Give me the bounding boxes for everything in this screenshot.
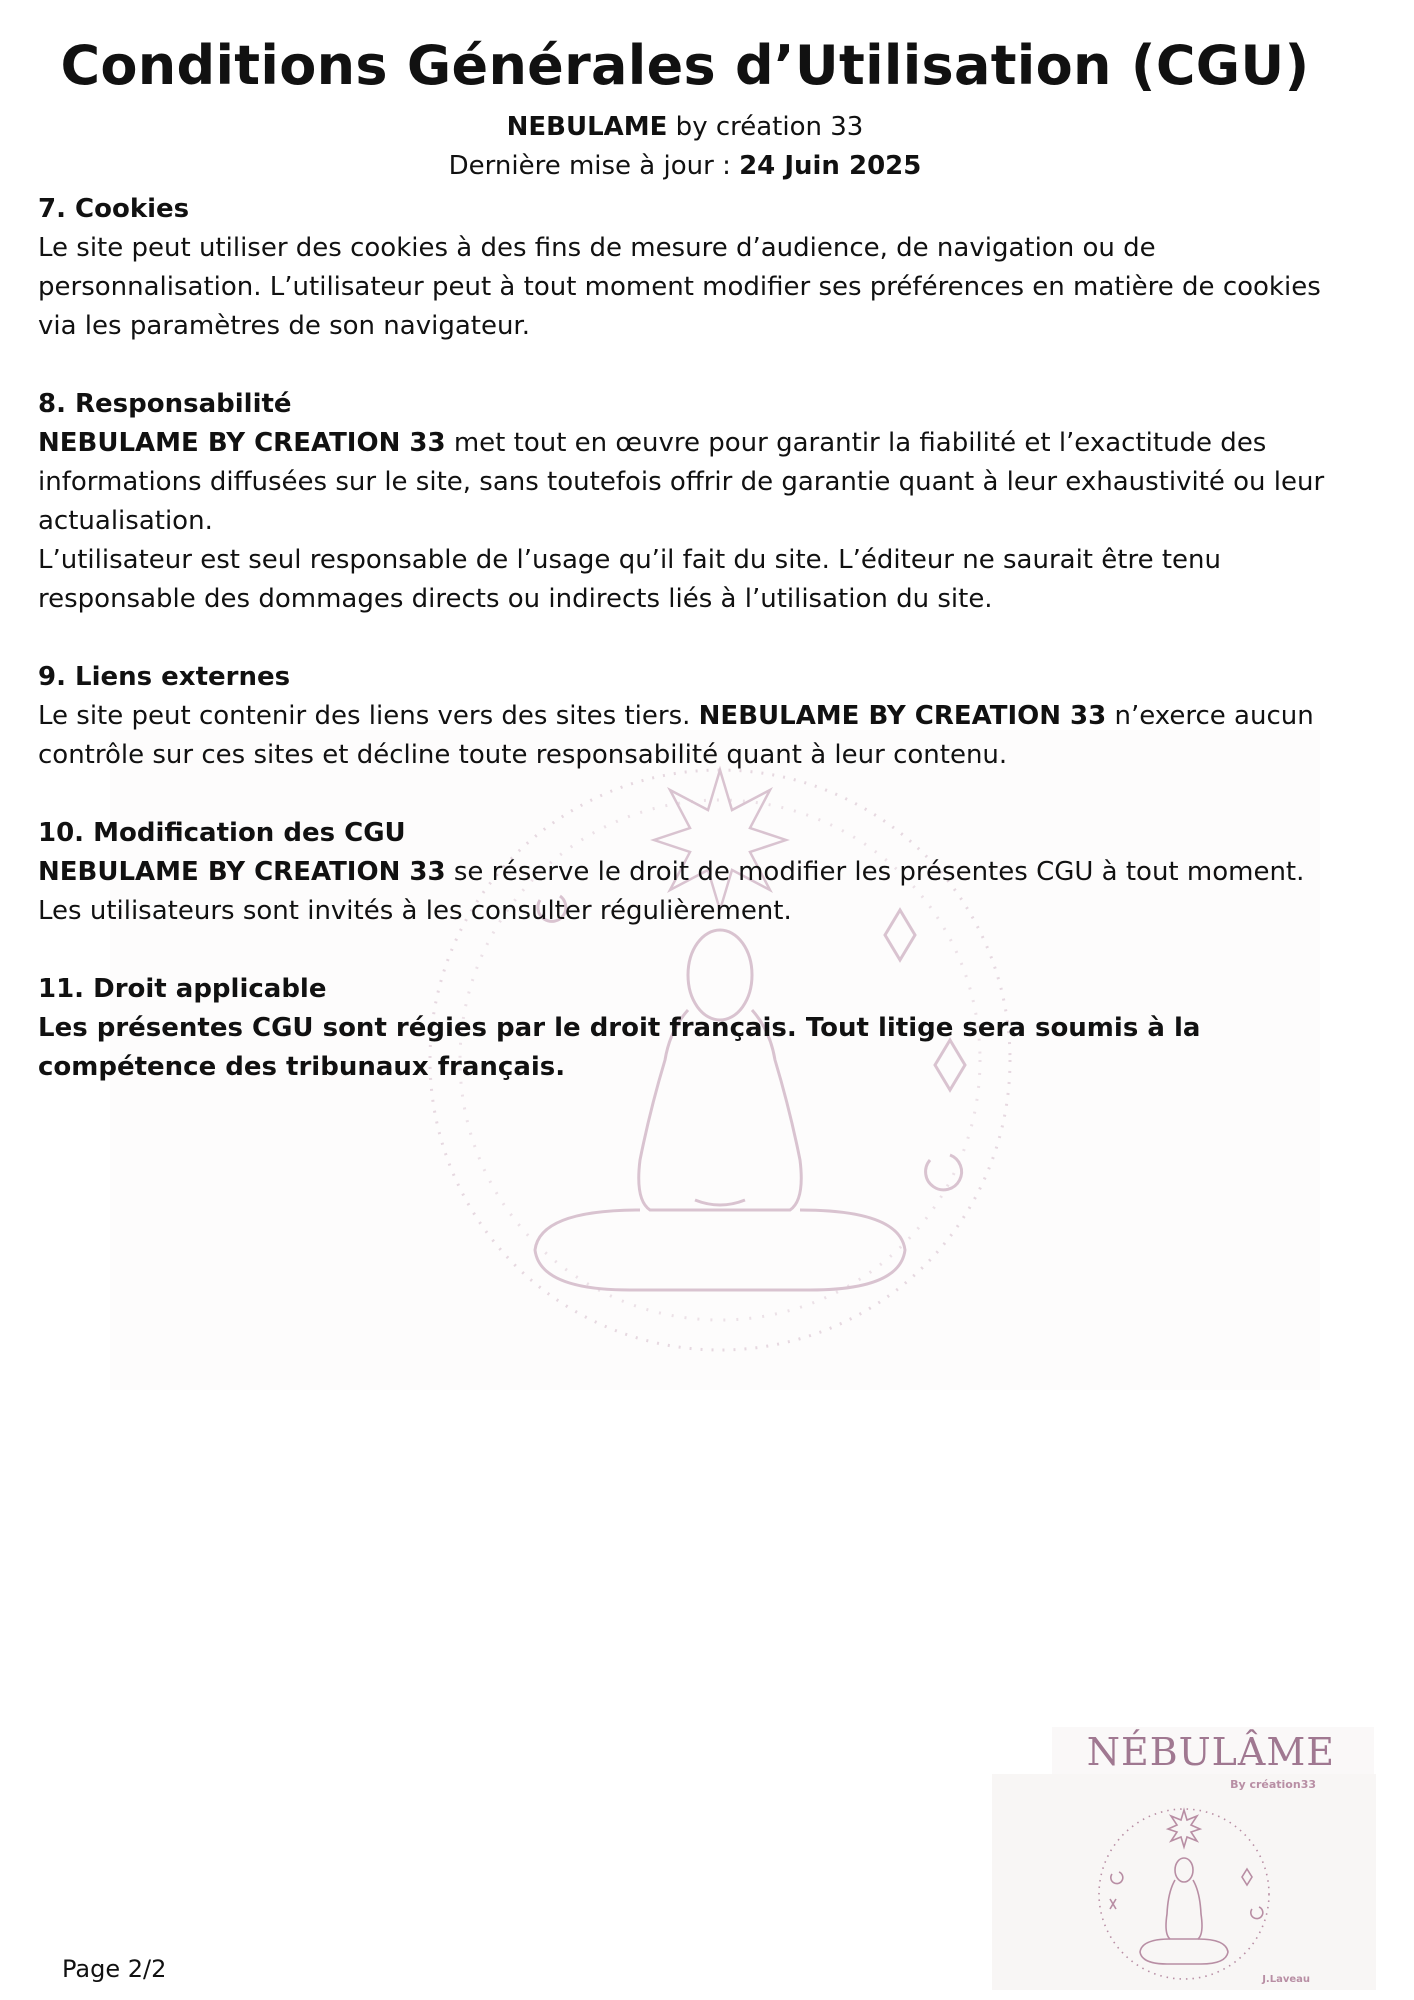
section-text-2: Les utilisateurs sont invités à les consulter régulièrement.: [38, 896, 792, 926]
section-responsabilite: [38, 385, 1338, 619]
section-text: [38, 424, 1338, 541]
section-text: Les présentes CGU sont régies par le droit français. Tout litige sera soumis à la compétence des tribunaux français.: [38, 1013, 1201, 1082]
logo-name: NÉBULÂME: [1086, 1730, 1335, 1774]
logo-subtitle: By création33: [1230, 1778, 1316, 1791]
section-heading: 9. Liens externes: [38, 662, 291, 692]
section-text-part: se réserve le droit de modifier les présentes CGU à tout moment.: [445, 857, 1305, 887]
brand-name: NEBULAME: [506, 112, 668, 142]
updated-label: Dernière mise à jour :: [448, 151, 740, 181]
section-cookies: [38, 190, 1338, 346]
company-name: NEBULAME BY CREATION 33: [38, 428, 446, 458]
updated-date: 24 Juin 2025: [739, 151, 922, 181]
section-text-part: met tout en œuvre pour garantir la fiabilité et l’exactitude des informations diffusées sur le site, sans toutefois offrir de garantie quant à leur exhaustivité ou leur actualisation.: [38, 428, 1325, 536]
section-text: [38, 697, 1338, 775]
section-heading: 7. Cookies: [38, 194, 190, 224]
page-title: Conditions Générales d’Utilisation (CGU): [60, 34, 1310, 97]
logo-signature: J.Laveau: [1262, 1974, 1310, 1985]
subtitle: [0, 112, 1370, 142]
section-droit-applicable: [38, 970, 1338, 1087]
section-text: Le site peut utiliser des cookies à des fins de mesure d’audience, de navigation ou de personnalisation. L’utilisateur peut à tout moment modifier ses préférences en matière de cookies via les paramètres de son navigateur.: [38, 233, 1321, 341]
section-text-part: Le site peut contenir des liens vers des sites tiers.: [38, 701, 699, 731]
section-heading: 11. Droit applicable: [38, 974, 327, 1004]
page-number: Page 2/2: [62, 1955, 167, 1983]
section-liens-externes: [38, 658, 1338, 775]
meditation-figure-icon: [992, 1774, 1376, 1990]
brand-suffix: by création 33: [667, 112, 864, 142]
logo-panel: [992, 1774, 1376, 1990]
section-heading: 8. Responsabilité: [38, 389, 292, 419]
section-heading: 10. Modification des CGU: [38, 818, 406, 848]
last-updated: [0, 151, 1370, 181]
document-body: [38, 190, 1338, 1126]
company-name: NEBULAME BY CREATION 33: [698, 701, 1107, 731]
company-name: NEBULAME BY CREATION 33: [38, 857, 446, 887]
section-text: [38, 853, 1338, 892]
section-modification: [38, 814, 1338, 931]
section-text-part: n’exerce aucun contrôle sur ces sites et décline toute responsabilité quant à leur contenu.: [38, 701, 1314, 770]
section-text-2: L’utilisateur est seul responsable de l’usage qu’il fait du site. L’éditeur ne saurait être tenu responsable des dommages directs ou indirects liés à l’utilisation du site.: [38, 545, 1221, 614]
